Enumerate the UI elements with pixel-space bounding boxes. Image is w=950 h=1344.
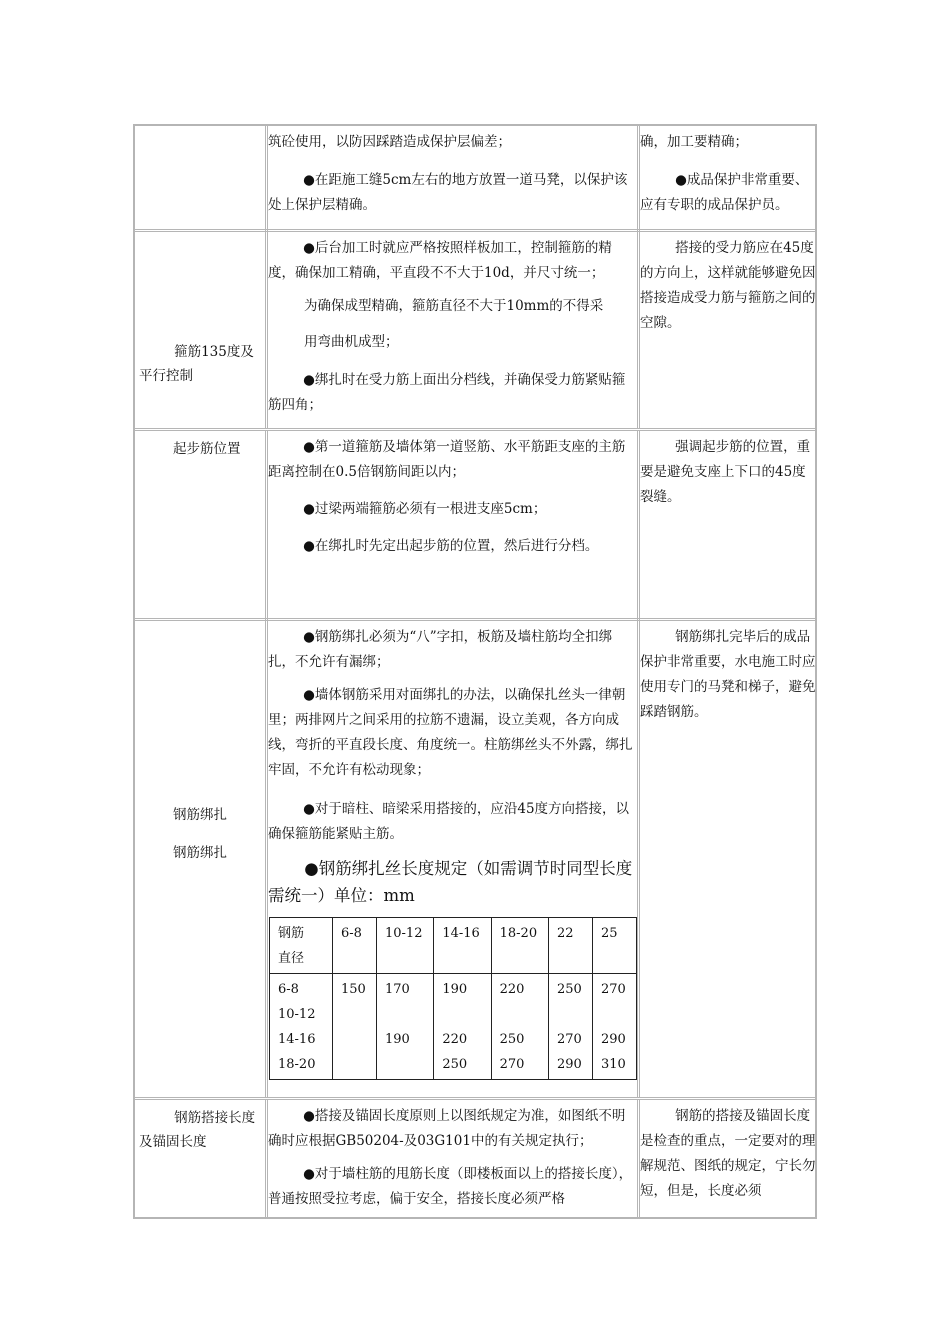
detail-text: ●绑扎时在受力筋上面出分档线，并确保受力筋紧贴箍筋四角； [268,372,626,413]
note-text: 搭接的受力筋应在45度的方向上，这样就能够避免因搭接造成受力筋与箍筋之间的空隙。 [640,240,816,331]
table-row [270,974,637,1080]
row-label-cell [135,431,265,620]
detail-text: 用弯曲机成型； [304,334,399,350]
detail-text: ●后台加工时就应严格按照样板加工，控制箍筋的精度，确保加工精确，平直段不不大于10d，并尺寸统一； [268,240,612,281]
cell-value: 270 [600,982,626,997]
row-detail-cell [265,621,637,1098]
detail-text: ●搭接及锚固长度原则上以图纸规定为准，如图纸不明确时应根据GB50204-及03G101中的有关规定执行； [268,1108,626,1149]
detail-text: ●钢筋绑扎必须为“八”字扣，板筋及墙柱筋均全扣绑扎，不允许有漏绑； [268,629,613,670]
row-note-cell [637,1100,815,1217]
cell-value: 220 [442,1032,468,1047]
row-note-cell [637,431,815,620]
detail-text: ●墙体钢筋采用对面绑扎的办法，以确保扎丝头一律朝里；两排网片之间采用的拉筋不遗漏，设立美观，各方向成线，弯折的平直段长度、角度统一。柱筋绑丝头不外露，绑扎牢固，不允许有松动现象； [268,687,633,778]
table-row [135,126,815,231]
cell-value: 290 [556,1057,582,1072]
table-cell [548,974,592,1080]
row-label-cell [135,621,265,1098]
cell-value: 170 [385,982,410,997]
note-text: 确，加工要精确； [640,134,748,150]
table-cell [592,974,636,1080]
row-label: 钢筋搭接长度及锚固长度 [139,1110,256,1150]
cell-value: 190 [385,1032,410,1047]
cell-value: 220 [499,982,525,997]
header-label: 钢筋 [278,926,305,941]
row-label: 18-20 [278,1057,316,1072]
table-cell [434,974,491,1080]
row-note-cell [637,232,815,429]
row-label: 6-8 [278,982,299,997]
header-label: 直径 [278,951,305,966]
table-cell [491,974,548,1080]
row-note-cell [637,621,815,1098]
table-header-row [270,918,637,974]
row-label: 钢筋绑扎 [173,807,227,823]
cell-value: 250 [442,1057,468,1072]
inspection-table [133,124,817,1219]
detail-text: ●钢筋绑扎丝长度规定（如需调节时同型长度需统一）单位：mm [268,859,633,905]
detail-text: ●对于暗柱、暗梁采用搭接的，应沿45度方向搭接，以确保箍筋能紧贴主筋。 [268,801,630,842]
row-note-cell [637,126,815,231]
row-detail-cell [265,126,637,231]
detail-text: ●第一道箍筋及墙体第一道竖筋、水平筋距支座的主筋距离控制在0.5倍钢筋间距以内； [268,439,626,480]
table-row [135,621,815,1098]
row-label: 箍筋135度及平行控制 [139,344,254,384]
row-label: 起步筋位置 [173,441,241,457]
cell-value: 310 [600,1057,626,1072]
note-text: 强调起步筋的位置，重要是避免支座上下口的45度裂缝。 [640,439,811,505]
row-detail-cell [265,232,637,429]
table-cell [270,974,333,1080]
wire-length-table [269,917,637,1080]
cell-value: 290 [600,1032,626,1047]
note-text: ●成品保护非常重要、应有专职的成品保护员。 [640,172,809,213]
row-label-cell [135,126,265,231]
table-header-cell [270,918,333,974]
cell-value: 270 [499,1057,525,1072]
table-header-cell: 22 [548,918,592,974]
table-row [135,1100,815,1217]
cell-value: 270 [556,1032,582,1047]
detail-text: 为确保成型精确，箍筋直径不大于10mm的不得采 [304,298,604,314]
note-text: 钢筋绑扎完毕后的成品保护非常重要，水电施工时应使用专门的马凳和梯子，避免踩踏钢筋。 [640,629,816,720]
table-row [135,431,815,620]
table-header-cell: 6-8 [333,918,377,974]
detail-text: ●对于墙柱筋的甩筋长度（即楼板面以上的搭接长度），普通按照受拉考虑，偏于安全，搭接长度必须严格 [268,1166,633,1207]
table-cell [377,974,434,1080]
row-label: 10-12 [278,1007,316,1022]
note-text: 钢筋的搭接及锚固长度是检查的重点，一定要对的理解规范、图纸的规定，宁长勿短，但是，长度必须 [640,1108,816,1199]
table-header-cell: 14-16 [434,918,491,974]
row-label-cell [135,1100,265,1217]
cell-value: 190 [442,982,468,997]
row-label: 14-16 [278,1032,316,1047]
table-header-cell: 10-12 [377,918,434,974]
row-label-cell [135,232,265,429]
row-detail-cell [265,431,637,620]
detail-text: 筑砼使用，以防因踩踏造成保护层偏差； [268,134,511,150]
detail-text: ●在距施工缝5cm左右的地方放置一道马凳，以保护该处上保护层精确。 [268,172,628,213]
row-detail-cell [265,1100,637,1217]
cell-value: 250 [499,1032,525,1047]
table-cell [333,974,377,1080]
cell-value: 250 [556,982,582,997]
detail-text: ●在绑扎时先定出起步筋的位置，然后进行分档。 [303,538,599,554]
row-label: 钢筋绑扎 [173,845,227,861]
table-header-cell: 25 [592,918,636,974]
cell-value: 150 [341,982,366,997]
table-row [135,232,815,429]
detail-text: ●过梁两端箍筋必须有一根进支座5cm； [303,501,547,517]
table-header-cell: 18-20 [491,918,548,974]
